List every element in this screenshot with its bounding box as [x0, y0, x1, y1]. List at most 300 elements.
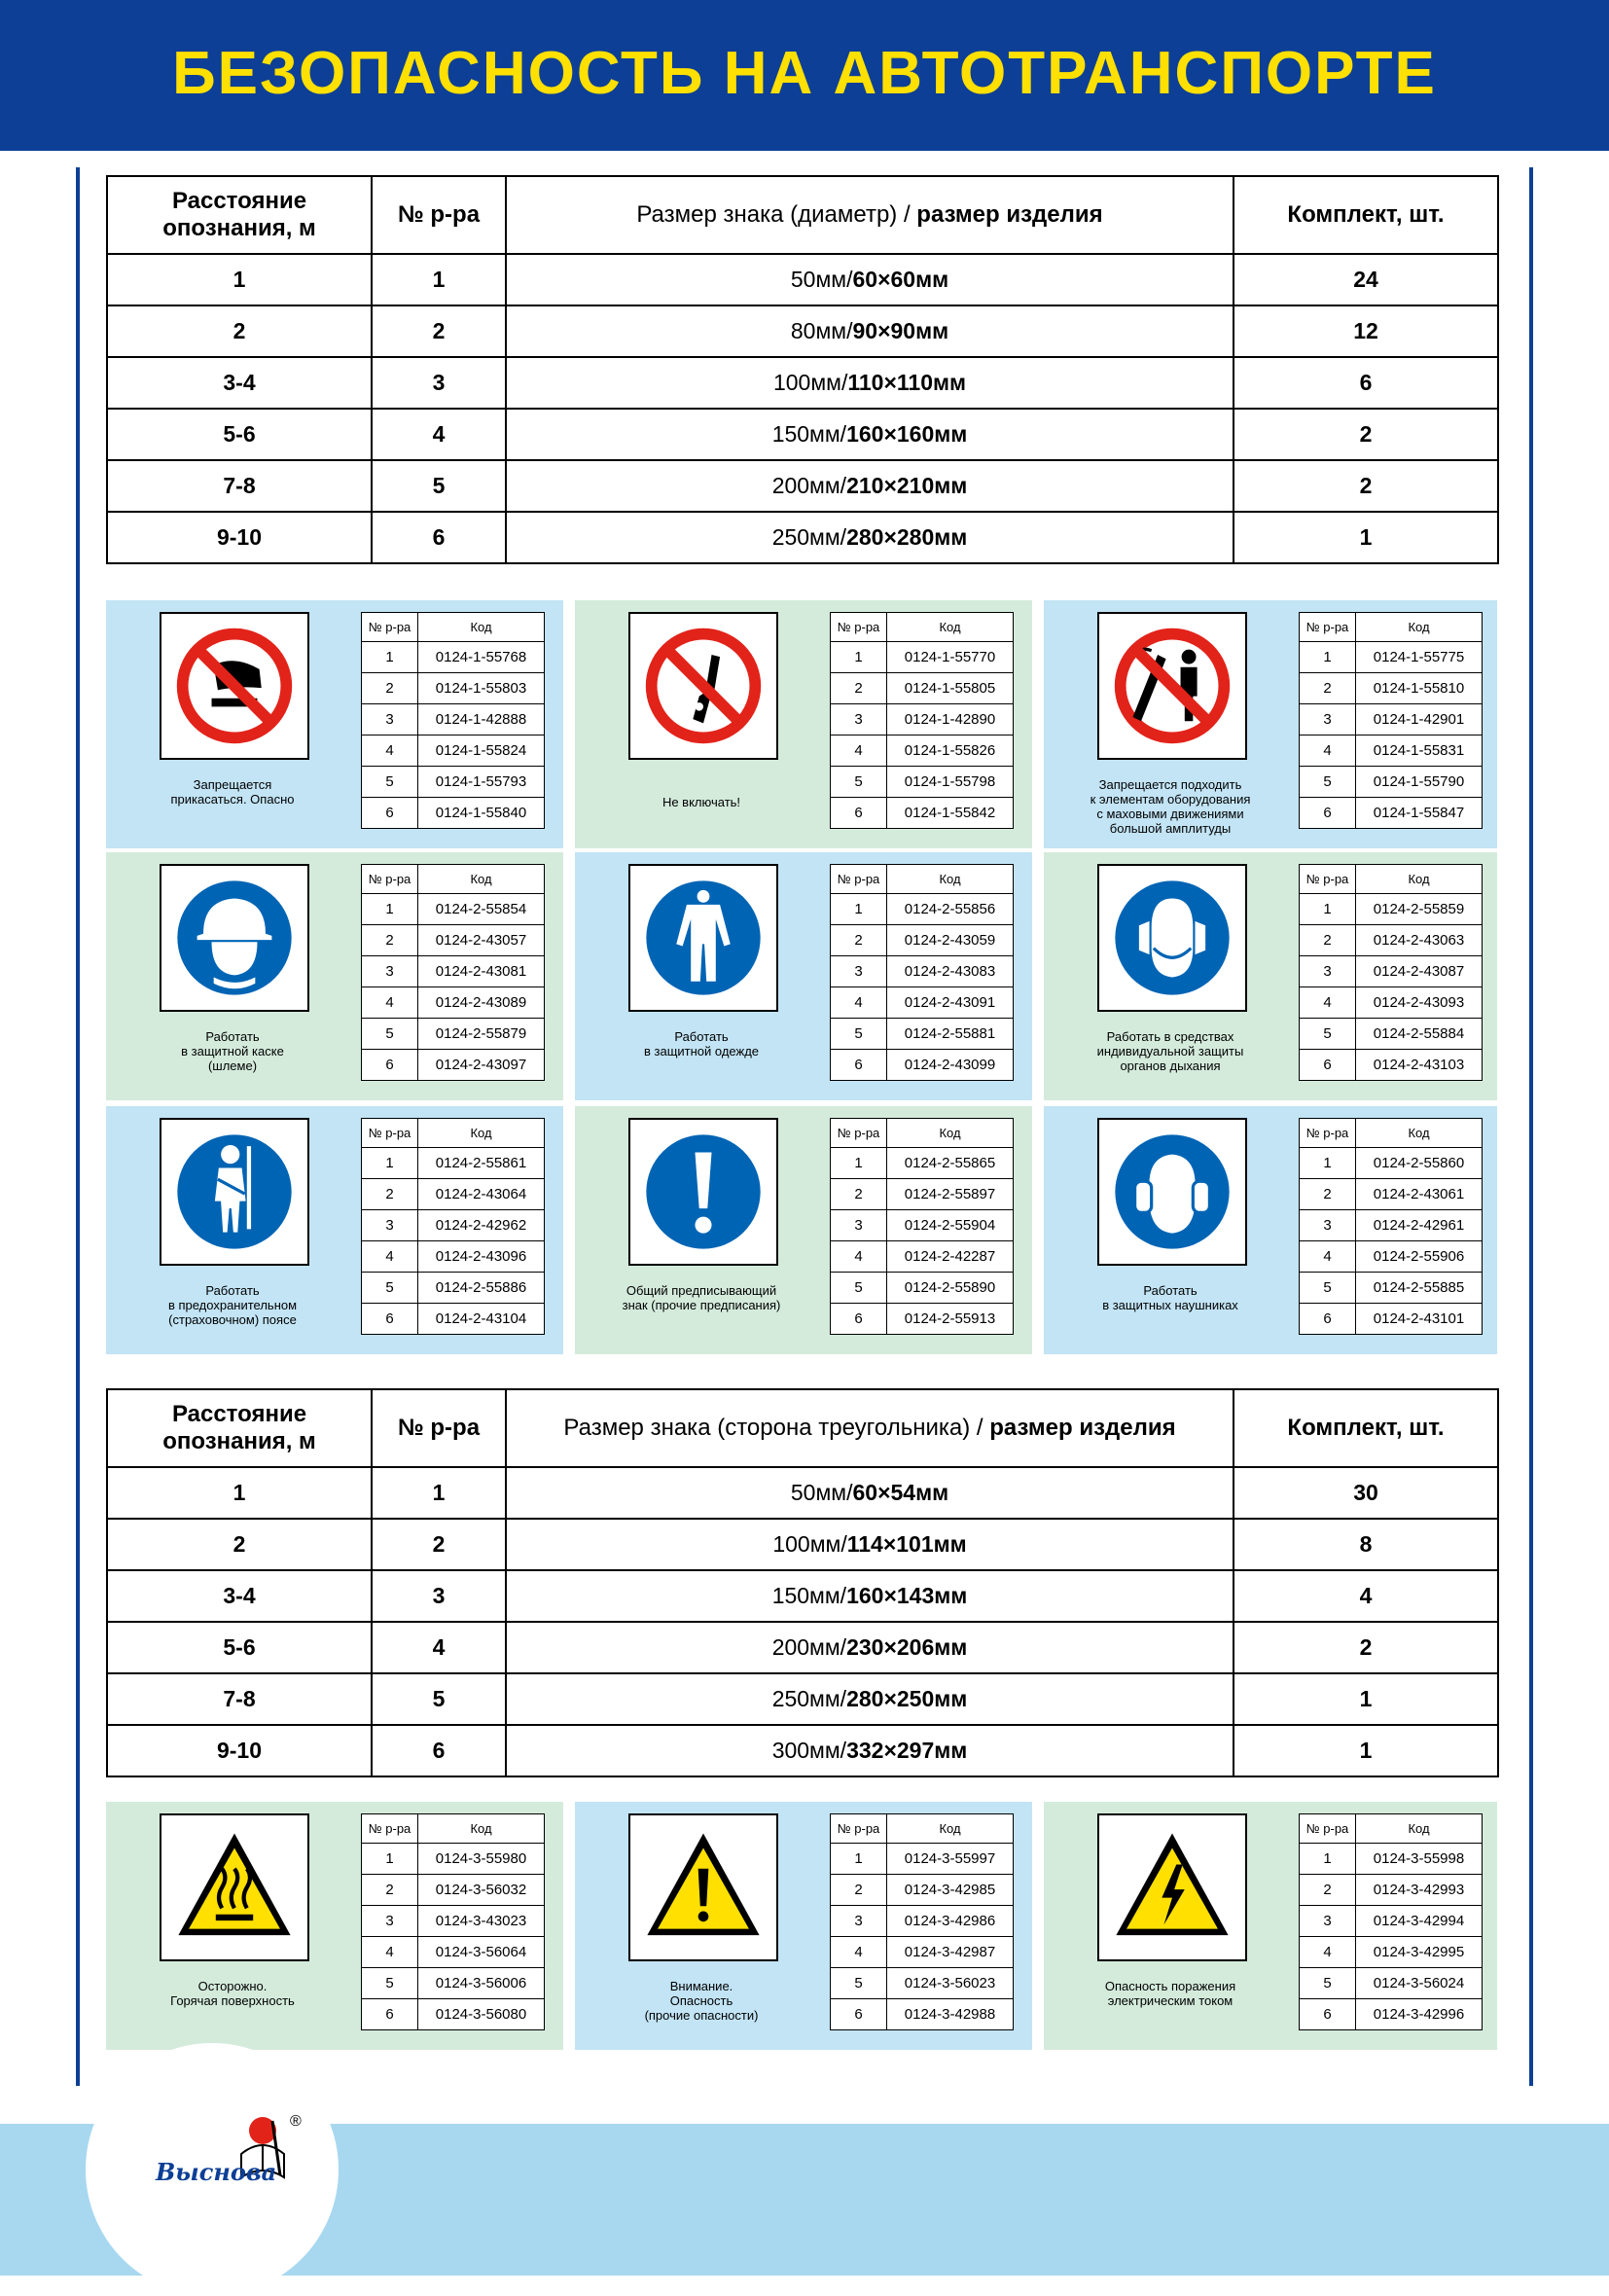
code-row	[831, 673, 1014, 704]
no-touch-icon	[172, 624, 297, 748]
code-size-number: 6	[831, 1999, 887, 2030]
code-size-number: 2	[362, 673, 418, 704]
code-table-header	[831, 613, 1014, 642]
code-value: 0124-2-55886	[418, 1273, 545, 1304]
code-header-code: Код	[418, 1119, 545, 1148]
table-row	[107, 1570, 1498, 1622]
code-row	[362, 1179, 545, 1210]
cell-quantity: 1	[1234, 1725, 1498, 1776]
code-size-number: 6	[831, 1304, 887, 1335]
sign-caption: Работать в средствах индивидуальной защиты органов дыхания	[1096, 1029, 1244, 1073]
cell-sign-size: 50мм/60×60мм	[506, 254, 1234, 305]
code-size-number: 1	[831, 1844, 887, 1875]
code-row	[362, 1273, 545, 1304]
code-value: 0124-3-56080	[418, 1999, 545, 2030]
code-value: 0124-2-55906	[1356, 1241, 1483, 1273]
code-row	[831, 1968, 1014, 1999]
code-table	[830, 612, 1014, 829]
sign-image	[628, 1813, 778, 1961]
code-size-number: 6	[1300, 1304, 1356, 1335]
cell-sign-size: 300мм/332×297мм	[506, 1725, 1234, 1776]
code-value: 0124-1-55770	[887, 642, 1014, 673]
code-value: 0124-2-43064	[418, 1179, 545, 1210]
code-size-number: 1	[831, 1148, 887, 1179]
cell-size-number: 3	[372, 1570, 506, 1622]
code-size-number: 1	[362, 894, 418, 925]
code-size-number: 6	[1300, 798, 1356, 829]
sign-caption: Внимание. Опасность (прочие опасности)	[644, 1979, 759, 2023]
sign-caption: Работать в защитной каске (шлеме)	[181, 1029, 284, 1073]
code-value: 0124-1-42888	[418, 704, 545, 735]
code-row	[362, 1844, 545, 1875]
cell-sign-size: 150мм/160×160мм	[506, 409, 1234, 460]
sign-image	[628, 1118, 778, 1266]
code-row	[1300, 1937, 1483, 1968]
table-row	[107, 1673, 1498, 1725]
code-row	[362, 1968, 545, 1999]
code-row	[831, 1148, 1014, 1179]
code-size-number: 3	[1300, 1210, 1356, 1241]
code-row	[362, 1050, 545, 1081]
code-row	[831, 1019, 1014, 1050]
code-size-number: 4	[831, 987, 887, 1019]
code-size-number: 5	[1300, 1019, 1356, 1050]
general-warning-icon	[641, 1825, 766, 1950]
code-value: 0124-3-42988	[887, 1999, 1014, 2030]
code-row	[831, 642, 1014, 673]
code-size-number: 5	[362, 1968, 418, 1999]
code-header-num: № р-ра	[362, 865, 418, 894]
code-size-number: 4	[831, 1937, 887, 1968]
code-size-number: 1	[362, 642, 418, 673]
code-size-number: 6	[362, 798, 418, 829]
cell-quantity: 8	[1234, 1519, 1498, 1570]
code-row	[362, 987, 545, 1019]
code-size-number: 4	[362, 1241, 418, 1273]
code-value: 0124-1-55824	[418, 735, 545, 767]
code-header-code: Код	[887, 1814, 1014, 1844]
code-header-num: № р-ра	[831, 1119, 887, 1148]
table-row	[107, 1519, 1498, 1570]
code-size-number: 4	[831, 735, 887, 767]
code-row	[1300, 1050, 1483, 1081]
code-size-number: 4	[362, 1937, 418, 1968]
header-sign-size: Размер знака (сторона треугольника) / размер изделия	[506, 1389, 1234, 1467]
sign-caption: Опасность поражения электрическим током	[1104, 1979, 1236, 2008]
code-value: 0124-3-55997	[887, 1844, 1014, 1875]
code-value: 0124-2-55854	[418, 894, 545, 925]
table-header-row	[107, 176, 1498, 254]
code-size-number: 2	[362, 925, 418, 956]
cell-size-number: 1	[372, 1467, 506, 1519]
sign-caption: Работать в предохранительном (страховочном) поясе	[167, 1283, 298, 1327]
code-table	[361, 864, 545, 1081]
code-row	[831, 1050, 1014, 1081]
code-table	[361, 1118, 545, 1335]
cell-size-number: 5	[372, 460, 506, 512]
code-row	[1300, 798, 1483, 829]
code-size-number: 6	[831, 1050, 887, 1081]
code-size-number: 5	[362, 767, 418, 798]
code-size-number: 4	[1300, 1937, 1356, 1968]
code-size-number: 2	[1300, 925, 1356, 956]
code-header-num: № р-ра	[831, 1814, 887, 1844]
cell-distance: 7-8	[107, 460, 372, 512]
code-header-num: № р-ра	[1300, 613, 1356, 642]
no-approach-machinery-icon	[1110, 624, 1234, 748]
cell-distance: 3-4	[107, 357, 372, 409]
code-size-number: 6	[1300, 1050, 1356, 1081]
code-size-number: 5	[1300, 1968, 1356, 1999]
code-value: 0124-2-55879	[418, 1019, 545, 1050]
cell-sign-size: 250мм/280×250мм	[506, 1673, 1234, 1725]
code-size-number: 3	[831, 704, 887, 735]
table-row	[107, 357, 1498, 409]
code-value: 0124-2-43093	[1356, 987, 1483, 1019]
code-size-number: 1	[831, 894, 887, 925]
code-value: 0124-2-43091	[887, 987, 1014, 1019]
code-row	[362, 673, 545, 704]
code-value: 0124-1-42901	[1356, 704, 1483, 735]
wear-ear-protection-icon	[1110, 1130, 1234, 1254]
cell-quantity: 1	[1234, 512, 1498, 563]
code-value: 0124-2-55904	[887, 1210, 1014, 1241]
wear-helmet-icon	[172, 876, 297, 1000]
code-row	[831, 798, 1014, 829]
code-row	[362, 1241, 545, 1273]
code-size-number: 4	[1300, 1241, 1356, 1273]
cell-sign-size: 100мм/110×110мм	[506, 357, 1234, 409]
code-row	[1300, 767, 1483, 798]
header-sign-size: Размер знака (диаметр) / размер изделия	[506, 176, 1234, 254]
code-size-number: 6	[362, 1304, 418, 1335]
code-value: 0124-3-42995	[1356, 1937, 1483, 1968]
sign-image	[1097, 1118, 1247, 1266]
code-row	[831, 925, 1014, 956]
electric-shock-warning-icon	[1110, 1825, 1234, 1950]
code-value: 0124-2-42962	[418, 1210, 545, 1241]
code-table-header	[1300, 1119, 1483, 1148]
code-row	[1300, 1273, 1483, 1304]
code-value: 0124-3-42986	[887, 1906, 1014, 1937]
table-row	[107, 1725, 1498, 1776]
wear-protective-clothing-icon	[641, 876, 766, 1000]
code-value: 0124-3-56023	[887, 1968, 1014, 1999]
code-row	[1300, 1019, 1483, 1050]
code-value: 0124-1-55842	[887, 798, 1014, 829]
code-row	[362, 1304, 545, 1335]
code-size-number: 3	[1300, 956, 1356, 987]
sign-card	[106, 1106, 563, 1354]
code-row	[1300, 987, 1483, 1019]
code-value: 0124-2-43087	[1356, 956, 1483, 987]
code-value: 0124-3-55980	[418, 1844, 545, 1875]
code-value: 0124-1-55775	[1356, 642, 1483, 673]
logo-registered-mark: ®	[290, 2113, 302, 2130]
code-table-header	[831, 865, 1014, 894]
code-size-number: 3	[362, 704, 418, 735]
code-row	[362, 767, 545, 798]
page-title: БЕЗОПАСНОСТЬ НА АВТОТРАНСПОРТЕ	[172, 40, 1437, 107]
code-size-number: 3	[362, 1210, 418, 1241]
code-value: 0124-3-56032	[418, 1875, 545, 1906]
code-value: 0124-2-43063	[1356, 925, 1483, 956]
code-size-number: 2	[362, 1875, 418, 1906]
cell-quantity: 2	[1234, 1622, 1498, 1673]
header-quantity: Комплект, шт.	[1234, 1389, 1498, 1467]
code-row	[362, 1148, 545, 1179]
code-row	[362, 798, 545, 829]
cell-distance: 7-8	[107, 1673, 372, 1725]
sign-caption: Осторожно. Горячая поверхность	[170, 1979, 295, 2008]
code-row	[831, 894, 1014, 925]
code-row	[831, 1937, 1014, 1968]
code-size-number: 3	[362, 956, 418, 987]
code-value: 0124-2-43059	[887, 925, 1014, 956]
cell-quantity: 12	[1234, 305, 1498, 357]
no-switch-on-icon	[641, 624, 766, 748]
code-header-num: № р-ра	[362, 1119, 418, 1148]
wear-safety-harness-icon	[172, 1130, 297, 1254]
code-row	[1300, 704, 1483, 735]
sign-image	[160, 612, 309, 760]
code-value: 0124-2-55860	[1356, 1148, 1483, 1179]
code-table-header	[362, 865, 545, 894]
code-size-number: 1	[1300, 894, 1356, 925]
cell-distance: 9-10	[107, 1725, 372, 1776]
code-value: 0124-2-43057	[418, 925, 545, 956]
code-value: 0124-2-55861	[418, 1148, 545, 1179]
code-row	[1300, 956, 1483, 987]
code-table-header	[1300, 865, 1483, 894]
code-header-num: № р-ра	[362, 613, 418, 642]
cell-sign-size: 50мм/60×54мм	[506, 1467, 1234, 1519]
code-value: 0124-2-43061	[1356, 1179, 1483, 1210]
code-size-number: 5	[1300, 1273, 1356, 1304]
code-header-code: Код	[887, 865, 1014, 894]
code-header-num: № р-ра	[1300, 1814, 1356, 1844]
code-header-num: № р-ра	[1300, 1119, 1356, 1148]
code-size-number: 2	[1300, 1179, 1356, 1210]
code-row	[831, 1241, 1014, 1273]
code-size-number: 1	[362, 1148, 418, 1179]
code-row	[831, 735, 1014, 767]
code-value: 0124-2-55881	[887, 1019, 1014, 1050]
code-size-number: 2	[362, 1179, 418, 1210]
table-row	[107, 460, 1498, 512]
code-row	[362, 956, 545, 987]
code-table	[830, 864, 1014, 1081]
code-value: 0124-2-55884	[1356, 1019, 1483, 1050]
code-header-num: № р-ра	[1300, 865, 1356, 894]
code-row	[831, 1844, 1014, 1875]
cell-size-number: 1	[372, 254, 506, 305]
sign-card	[106, 852, 563, 1100]
code-row	[1300, 1304, 1483, 1335]
sign-card	[575, 1802, 1032, 2050]
code-row	[362, 735, 545, 767]
code-row	[831, 767, 1014, 798]
cell-quantity: 2	[1234, 409, 1498, 460]
right-border-line	[1529, 167, 1533, 2086]
sign-card	[106, 600, 563, 848]
header-size-number: № р-ра	[372, 1389, 506, 1467]
code-row	[1300, 1875, 1483, 1906]
code-header-code: Код	[418, 1814, 545, 1844]
code-value: 0124-2-55897	[887, 1179, 1014, 1210]
code-row	[831, 1906, 1014, 1937]
code-row	[1300, 1968, 1483, 1999]
cell-sign-size: 250мм/280×280мм	[506, 512, 1234, 563]
code-value: 0124-3-42987	[887, 1937, 1014, 1968]
sign-card	[1044, 1802, 1497, 2050]
cell-distance: 1	[107, 1467, 372, 1519]
code-row	[831, 704, 1014, 735]
cell-size-number: 6	[372, 512, 506, 563]
sign-card	[575, 1106, 1032, 1354]
table-row	[107, 409, 1498, 460]
sign-image	[160, 1118, 309, 1266]
cell-sign-size: 200мм/230×206мм	[506, 1622, 1234, 1673]
code-size-number: 3	[362, 1906, 418, 1937]
code-value: 0124-2-43083	[887, 956, 1014, 987]
code-value: 0124-2-55885	[1356, 1273, 1483, 1304]
header-distance: Расстояние опознания, м	[107, 1389, 372, 1467]
code-row	[362, 1999, 545, 2030]
cell-quantity: 4	[1234, 1570, 1498, 1622]
code-size-number: 5	[831, 1019, 887, 1050]
code-value: 0124-2-43097	[418, 1050, 545, 1081]
sign-caption: Не включать!	[661, 795, 741, 809]
code-header-code: Код	[1356, 1814, 1483, 1844]
code-value: 0124-2-55890	[887, 1273, 1014, 1304]
cell-quantity: 6	[1234, 357, 1498, 409]
code-value: 0124-2-43089	[418, 987, 545, 1019]
code-size-number: 6	[831, 798, 887, 829]
code-value: 0124-3-56024	[1356, 1968, 1483, 1999]
cell-sign-size: 100мм/114×101мм	[506, 1519, 1234, 1570]
sign-image	[160, 864, 309, 1012]
header-size-number: № р-ра	[372, 176, 506, 254]
code-value: 0124-2-55856	[887, 894, 1014, 925]
code-value: 0124-1-55840	[418, 798, 545, 829]
code-row	[362, 894, 545, 925]
sign-card	[106, 1802, 563, 2050]
sign-image	[1097, 612, 1247, 760]
code-size-number: 2	[831, 673, 887, 704]
sign-card	[575, 852, 1032, 1100]
code-size-number: 3	[1300, 1906, 1356, 1937]
code-value: 0124-2-43099	[887, 1050, 1014, 1081]
code-row	[831, 1210, 1014, 1241]
code-value: 0124-1-55805	[887, 673, 1014, 704]
cell-distance: 9-10	[107, 512, 372, 563]
table-header-row	[107, 1389, 1498, 1467]
code-value: 0124-2-55913	[887, 1304, 1014, 1335]
sign-card	[575, 600, 1032, 848]
code-value: 0124-2-55859	[1356, 894, 1483, 925]
cell-quantity: 30	[1234, 1467, 1498, 1519]
sign-size-table-triangle	[106, 1388, 1499, 1777]
sign-card	[1044, 600, 1497, 848]
code-row	[1300, 1241, 1483, 1273]
code-row	[362, 704, 545, 735]
code-row	[1300, 1148, 1483, 1179]
code-size-number: 3	[1300, 704, 1356, 735]
code-row	[1300, 673, 1483, 704]
code-size-number: 1	[831, 642, 887, 673]
cell-sign-size: 150мм/160×143мм	[506, 1570, 1234, 1622]
code-row	[362, 1019, 545, 1050]
code-size-number: 6	[1300, 1999, 1356, 2030]
cell-distance: 1	[107, 254, 372, 305]
code-size-number: 4	[831, 1241, 887, 1273]
code-header-num: № р-ра	[362, 1814, 418, 1844]
code-size-number: 5	[831, 767, 887, 798]
code-table-header	[362, 1119, 545, 1148]
code-row	[831, 956, 1014, 987]
code-header-code: Код	[1356, 1119, 1483, 1148]
code-header-num: № р-ра	[831, 865, 887, 894]
code-size-number: 6	[362, 1050, 418, 1081]
left-border-line	[76, 167, 80, 2086]
code-size-number: 5	[362, 1273, 418, 1304]
sign-image	[1097, 864, 1247, 1012]
code-size-number: 2	[831, 1875, 887, 1906]
code-value: 0124-3-55998	[1356, 1844, 1483, 1875]
code-table	[1299, 612, 1483, 829]
table-row	[107, 1622, 1498, 1673]
cell-quantity: 2	[1234, 460, 1498, 512]
cell-size-number: 6	[372, 1725, 506, 1776]
cell-size-number: 3	[372, 357, 506, 409]
code-value: 0124-3-42994	[1356, 1906, 1483, 1937]
code-size-number: 5	[831, 1273, 887, 1304]
cell-distance: 2	[107, 1519, 372, 1570]
code-row	[362, 925, 545, 956]
code-row	[1300, 1844, 1483, 1875]
code-size-number: 5	[1300, 767, 1356, 798]
code-table-header	[831, 1814, 1014, 1844]
sign-image	[628, 612, 778, 760]
table-row	[107, 305, 1498, 357]
code-value: 0124-1-55790	[1356, 767, 1483, 798]
code-value: 0124-3-42985	[887, 1875, 1014, 1906]
cell-distance: 5-6	[107, 409, 372, 460]
code-table-header	[362, 613, 545, 642]
code-header-code: Код	[887, 613, 1014, 642]
hot-surface-warning-icon	[172, 1825, 297, 1950]
code-value: 0124-1-55768	[418, 642, 545, 673]
code-row	[1300, 735, 1483, 767]
code-size-number: 2	[1300, 1875, 1356, 1906]
code-size-number: 1	[1300, 642, 1356, 673]
sign-size-table-circle	[106, 175, 1499, 564]
code-header-code: Код	[887, 1119, 1014, 1148]
code-size-number: 5	[362, 1019, 418, 1050]
code-row	[1300, 894, 1483, 925]
code-row	[362, 642, 545, 673]
code-size-number: 3	[831, 1210, 887, 1241]
sign-image	[1097, 1813, 1247, 1961]
sign-card	[1044, 852, 1497, 1100]
code-value: 0124-1-55847	[1356, 798, 1483, 829]
code-value: 0124-1-42890	[887, 704, 1014, 735]
code-row	[362, 1210, 545, 1241]
cell-size-number: 2	[372, 305, 506, 357]
code-header-code: Код	[418, 865, 545, 894]
sign-caption: Запрещается подходить к элементам оборудования с маховыми движениями большой амплитуды	[1090, 777, 1251, 836]
